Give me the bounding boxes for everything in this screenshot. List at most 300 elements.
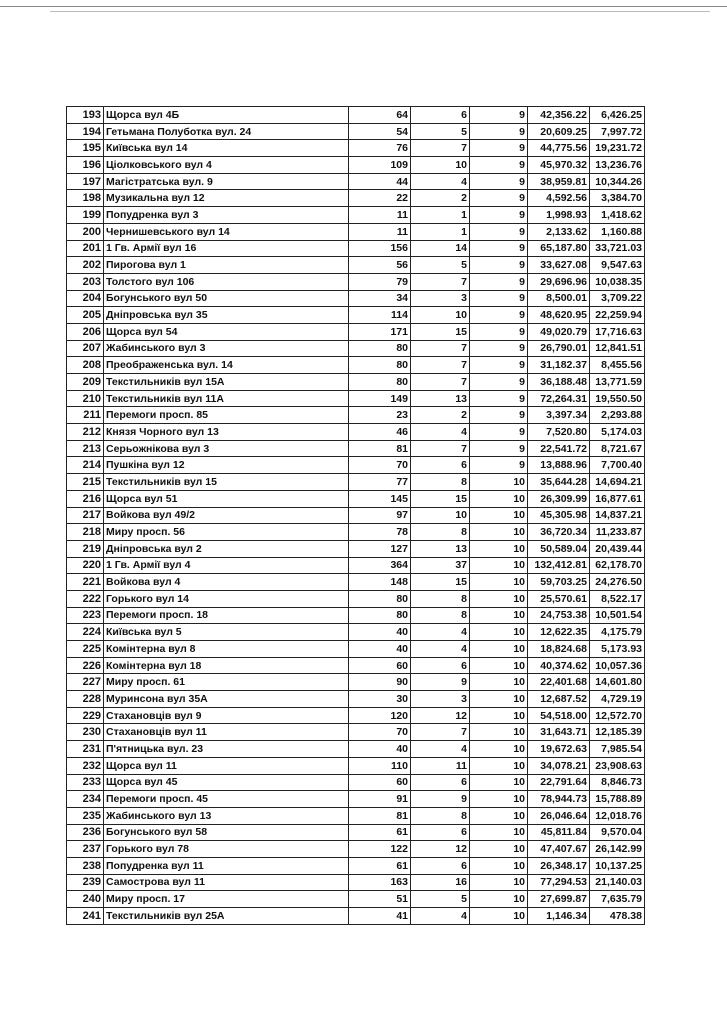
row-number-cell: 229 — [67, 707, 104, 724]
value-cell-2: 7 — [411, 340, 470, 357]
amount-cell-2: 7,985.54 — [590, 741, 645, 758]
row-number-cell: 202 — [67, 257, 104, 274]
value-cell-2: 4 — [411, 741, 470, 758]
row-number-cell: 221 — [67, 574, 104, 591]
table-row — [67, 507, 645, 524]
value-cell-1: 171 — [349, 323, 411, 340]
address-cell: 1 Гв. Армії вул 16 — [104, 240, 349, 257]
amount-cell-2: 13,236.76 — [590, 157, 645, 174]
value-cell-2: 6 — [411, 457, 470, 474]
table-row — [67, 374, 645, 391]
amount-cell-2: 5,173.93 — [590, 641, 645, 658]
value-cell-3: 10 — [470, 657, 528, 674]
value-cell-3: 9 — [470, 173, 528, 190]
address-cell: Серьожнікова вул 3 — [104, 440, 349, 457]
row-number-cell: 217 — [67, 507, 104, 524]
value-cell-1: 11 — [349, 223, 411, 240]
amount-cell-2: 21,140.03 — [590, 874, 645, 891]
value-cell-1: 78 — [349, 524, 411, 541]
value-cell-2: 4 — [411, 908, 470, 925]
buildings-table — [66, 106, 645, 925]
value-cell-2: 9 — [411, 791, 470, 808]
amount-cell-2: 8,455.56 — [590, 357, 645, 374]
value-cell-2: 11 — [411, 757, 470, 774]
row-number-cell: 225 — [67, 641, 104, 658]
amount-cell-1: 4,592.56 — [528, 190, 590, 207]
address-cell: Музикальна вул 12 — [104, 190, 349, 207]
address-cell: Попудренка вул 11 — [104, 857, 349, 874]
address-cell: Комінтерна вул 8 — [104, 641, 349, 658]
value-cell-3: 10 — [470, 724, 528, 741]
address-cell: Текстильників вул 25А — [104, 908, 349, 925]
row-number-cell: 230 — [67, 724, 104, 741]
row-number-cell: 235 — [67, 807, 104, 824]
table-row — [67, 390, 645, 407]
table-row — [67, 257, 645, 274]
amount-cell-1: 44,775.56 — [528, 140, 590, 157]
row-number-cell: 219 — [67, 540, 104, 557]
amount-cell-1: 45,970.32 — [528, 157, 590, 174]
value-cell-3: 10 — [470, 507, 528, 524]
row-number-cell: 222 — [67, 590, 104, 607]
value-cell-2: 16 — [411, 874, 470, 891]
value-cell-2: 7 — [411, 440, 470, 457]
value-cell-2: 15 — [411, 574, 470, 591]
row-number-cell: 234 — [67, 791, 104, 808]
value-cell-3: 10 — [470, 574, 528, 591]
address-cell: Жабинського вул 13 — [104, 807, 349, 824]
value-cell-1: 61 — [349, 824, 411, 841]
table-row — [67, 607, 645, 624]
value-cell-1: 80 — [349, 590, 411, 607]
amount-cell-2: 1,418.62 — [590, 207, 645, 224]
amount-cell-1: 3,397.34 — [528, 407, 590, 424]
table-row — [67, 841, 645, 858]
table-row — [67, 190, 645, 207]
amount-cell-2: 8,721.67 — [590, 440, 645, 457]
row-number-cell: 211 — [67, 407, 104, 424]
value-cell-1: 40 — [349, 741, 411, 758]
value-cell-3: 10 — [470, 841, 528, 858]
amount-cell-1: 25,570.61 — [528, 590, 590, 607]
amount-cell-1: 35,644.28 — [528, 474, 590, 491]
value-cell-3: 10 — [470, 557, 528, 574]
address-cell: Войкова вул 4 — [104, 574, 349, 591]
value-cell-1: 54 — [349, 123, 411, 140]
table-row — [67, 824, 645, 841]
row-number-cell: 193 — [67, 107, 104, 124]
row-number-cell: 218 — [67, 524, 104, 541]
amount-cell-1: 27,699.87 — [528, 891, 590, 908]
value-cell-3: 10 — [470, 908, 528, 925]
amount-cell-1: 132,412.81 — [528, 557, 590, 574]
value-cell-3: 9 — [470, 190, 528, 207]
address-cell: Преображенська вул. 14 — [104, 357, 349, 374]
amount-cell-1: 45,811.84 — [528, 824, 590, 841]
amount-cell-1: 40,374.62 — [528, 657, 590, 674]
amount-cell-1: 59,703.25 — [528, 574, 590, 591]
value-cell-2: 12 — [411, 707, 470, 724]
row-number-cell: 195 — [67, 140, 104, 157]
amount-cell-2: 16,877.61 — [590, 490, 645, 507]
value-cell-2: 4 — [411, 641, 470, 658]
address-cell: Жабинського вул 3 — [104, 340, 349, 357]
value-cell-1: 40 — [349, 624, 411, 641]
row-number-cell: 226 — [67, 657, 104, 674]
amount-cell-2: 3,709.22 — [590, 290, 645, 307]
amount-cell-1: 19,672.63 — [528, 741, 590, 758]
amount-cell-2: 19,550.50 — [590, 390, 645, 407]
address-cell: Богунського вул 50 — [104, 290, 349, 307]
value-cell-2: 3 — [411, 691, 470, 708]
address-cell: Пирогова вул 1 — [104, 257, 349, 274]
table-row — [67, 323, 645, 340]
value-cell-2: 12 — [411, 841, 470, 858]
value-cell-2: 6 — [411, 824, 470, 841]
amount-cell-1: 36,720.34 — [528, 524, 590, 541]
value-cell-3: 9 — [470, 307, 528, 324]
table-row — [67, 624, 645, 641]
amount-cell-2: 22,259.94 — [590, 307, 645, 324]
address-cell: Щорса вул 11 — [104, 757, 349, 774]
amount-cell-1: 12,687.52 — [528, 691, 590, 708]
value-cell-1: 122 — [349, 841, 411, 858]
amount-cell-1: 47,407.67 — [528, 841, 590, 858]
value-cell-3: 10 — [470, 490, 528, 507]
value-cell-1: 22 — [349, 190, 411, 207]
table-row — [67, 557, 645, 574]
value-cell-1: 60 — [349, 657, 411, 674]
amount-cell-1: 1,146.34 — [528, 908, 590, 925]
address-cell: Богунського вул 58 — [104, 824, 349, 841]
row-number-cell: 209 — [67, 374, 104, 391]
value-cell-3: 10 — [470, 741, 528, 758]
amount-cell-1: 31,182.37 — [528, 357, 590, 374]
value-cell-2: 7 — [411, 374, 470, 391]
address-cell: Перемоги просп. 45 — [104, 791, 349, 808]
amount-cell-2: 11,233.87 — [590, 524, 645, 541]
value-cell-1: 149 — [349, 390, 411, 407]
amount-cell-1: 34,078.21 — [528, 757, 590, 774]
value-cell-2: 1 — [411, 207, 470, 224]
address-cell: Муринсона вул 35А — [104, 691, 349, 708]
row-number-cell: 199 — [67, 207, 104, 224]
row-number-cell: 196 — [67, 157, 104, 174]
value-cell-1: 127 — [349, 540, 411, 557]
table-row — [67, 757, 645, 774]
value-cell-1: 70 — [349, 724, 411, 741]
address-cell: Комінтерна вул 18 — [104, 657, 349, 674]
table-row — [67, 807, 645, 824]
amount-cell-2: 19,231.72 — [590, 140, 645, 157]
value-cell-2: 7 — [411, 140, 470, 157]
amount-cell-2: 7,700.40 — [590, 457, 645, 474]
amount-cell-2: 3,384.70 — [590, 190, 645, 207]
amount-cell-1: 24,753.38 — [528, 607, 590, 624]
value-cell-3: 10 — [470, 707, 528, 724]
amount-cell-2: 1,160.88 — [590, 223, 645, 240]
row-number-cell: 231 — [67, 741, 104, 758]
row-number-cell: 223 — [67, 607, 104, 624]
amount-cell-2: 14,601.80 — [590, 674, 645, 691]
value-cell-2: 8 — [411, 524, 470, 541]
amount-cell-1: 48,620.95 — [528, 307, 590, 324]
amount-cell-2: 12,572.70 — [590, 707, 645, 724]
amount-cell-2: 478.38 — [590, 908, 645, 925]
address-cell: Гетьмана Полуботка вул. 24 — [104, 123, 349, 140]
value-cell-2: 4 — [411, 173, 470, 190]
value-cell-3: 9 — [470, 457, 528, 474]
row-number-cell: 201 — [67, 240, 104, 257]
value-cell-2: 4 — [411, 624, 470, 641]
amount-cell-1: 2,133.62 — [528, 223, 590, 240]
address-cell: Щорса вул 45 — [104, 774, 349, 791]
amount-cell-2: 5,174.03 — [590, 424, 645, 441]
row-number-cell: 239 — [67, 874, 104, 891]
table-row — [67, 908, 645, 925]
table-row — [67, 457, 645, 474]
row-number-cell: 215 — [67, 474, 104, 491]
row-number-cell: 197 — [67, 173, 104, 190]
value-cell-2: 15 — [411, 490, 470, 507]
scan-top-rule — [0, 6, 727, 7]
value-cell-2: 5 — [411, 123, 470, 140]
amount-cell-1: 26,046.64 — [528, 807, 590, 824]
table-body — [67, 107, 645, 925]
amount-cell-2: 17,716.63 — [590, 323, 645, 340]
table-row — [67, 357, 645, 374]
value-cell-1: 46 — [349, 424, 411, 441]
address-cell: Перемоги просп. 85 — [104, 407, 349, 424]
table-row — [67, 857, 645, 874]
value-cell-2: 7 — [411, 273, 470, 290]
amount-cell-1: 20,609.25 — [528, 123, 590, 140]
address-cell: Щорса вул 54 — [104, 323, 349, 340]
amount-cell-2: 14,694.21 — [590, 474, 645, 491]
amount-cell-2: 6,426.25 — [590, 107, 645, 124]
amount-cell-1: 8,500.01 — [528, 290, 590, 307]
amount-cell-2: 9,570.04 — [590, 824, 645, 841]
value-cell-2: 7 — [411, 357, 470, 374]
table-row — [67, 107, 645, 124]
amount-cell-2: 24,276.50 — [590, 574, 645, 591]
value-cell-1: 77 — [349, 474, 411, 491]
value-cell-1: 80 — [349, 374, 411, 391]
address-cell: Чернишевського вул 14 — [104, 223, 349, 240]
amount-cell-1: 1,998.93 — [528, 207, 590, 224]
table-row — [67, 123, 645, 140]
value-cell-3: 10 — [470, 524, 528, 541]
table-row — [67, 674, 645, 691]
row-number-cell: 206 — [67, 323, 104, 340]
value-cell-2: 6 — [411, 657, 470, 674]
row-number-cell: 241 — [67, 908, 104, 925]
value-cell-1: 148 — [349, 574, 411, 591]
address-cell: Князя Чорного вул 13 — [104, 424, 349, 441]
value-cell-3: 10 — [470, 857, 528, 874]
value-cell-1: 81 — [349, 807, 411, 824]
value-cell-1: 163 — [349, 874, 411, 891]
value-cell-1: 81 — [349, 440, 411, 457]
value-cell-2: 2 — [411, 190, 470, 207]
row-number-cell: 227 — [67, 674, 104, 691]
table-row — [67, 707, 645, 724]
row-number-cell: 220 — [67, 557, 104, 574]
row-number-cell: 207 — [67, 340, 104, 357]
amount-cell-1: 49,020.79 — [528, 323, 590, 340]
address-cell: Дніпровська вул 35 — [104, 307, 349, 324]
address-cell: Самострова вул 11 — [104, 874, 349, 891]
value-cell-1: 60 — [349, 774, 411, 791]
row-number-cell: 236 — [67, 824, 104, 841]
value-cell-1: 11 — [349, 207, 411, 224]
value-cell-1: 91 — [349, 791, 411, 808]
amount-cell-1: 22,401.68 — [528, 674, 590, 691]
row-number-cell: 233 — [67, 774, 104, 791]
value-cell-1: 90 — [349, 674, 411, 691]
table-row — [67, 424, 645, 441]
amount-cell-1: 26,790.01 — [528, 340, 590, 357]
table-row — [67, 524, 645, 541]
row-number-cell: 200 — [67, 223, 104, 240]
table-row — [67, 157, 645, 174]
value-cell-2: 8 — [411, 590, 470, 607]
value-cell-1: 41 — [349, 908, 411, 925]
value-cell-1: 34 — [349, 290, 411, 307]
table-row — [67, 540, 645, 557]
value-cell-3: 9 — [470, 440, 528, 457]
address-cell: Пушкіна вул 12 — [104, 457, 349, 474]
address-cell: Горького вул 78 — [104, 841, 349, 858]
value-cell-3: 10 — [470, 791, 528, 808]
value-cell-3: 9 — [470, 374, 528, 391]
amount-cell-1: 13,888.96 — [528, 457, 590, 474]
value-cell-3: 10 — [470, 757, 528, 774]
value-cell-3: 10 — [470, 824, 528, 841]
value-cell-2: 7 — [411, 724, 470, 741]
table-row — [67, 273, 645, 290]
value-cell-3: 9 — [470, 323, 528, 340]
amount-cell-1: 78,944.73 — [528, 791, 590, 808]
address-cell: П'ятницька вул. 23 — [104, 741, 349, 758]
value-cell-1: 44 — [349, 173, 411, 190]
amount-cell-2: 20,439.44 — [590, 540, 645, 557]
table-row — [67, 641, 645, 658]
row-number-cell: 237 — [67, 841, 104, 858]
row-number-cell: 238 — [67, 857, 104, 874]
value-cell-1: 40 — [349, 641, 411, 658]
table-row — [67, 574, 645, 591]
amount-cell-1: 65,187.80 — [528, 240, 590, 257]
value-cell-3: 9 — [470, 107, 528, 124]
address-cell: Магістратська вул. 9 — [104, 173, 349, 190]
value-cell-2: 14 — [411, 240, 470, 257]
value-cell-1: 23 — [349, 407, 411, 424]
address-cell: Миру просп. 56 — [104, 524, 349, 541]
amount-cell-1: 31,643.71 — [528, 724, 590, 741]
address-cell: Горького вул 14 — [104, 590, 349, 607]
row-number-cell: 224 — [67, 624, 104, 641]
amount-cell-2: 7,635.79 — [590, 891, 645, 908]
value-cell-2: 8 — [411, 607, 470, 624]
amount-cell-2: 8,522.17 — [590, 590, 645, 607]
value-cell-3: 10 — [470, 874, 528, 891]
table-row — [67, 691, 645, 708]
amount-cell-1: 38,959.81 — [528, 173, 590, 190]
value-cell-3: 9 — [470, 257, 528, 274]
value-cell-3: 10 — [470, 891, 528, 908]
amount-cell-2: 62,178.70 — [590, 557, 645, 574]
table-row — [67, 791, 645, 808]
row-number-cell: 198 — [67, 190, 104, 207]
value-cell-3: 10 — [470, 641, 528, 658]
row-number-cell: 212 — [67, 424, 104, 441]
table-row — [67, 440, 645, 457]
address-cell: Щорса вул 4Б — [104, 107, 349, 124]
value-cell-2: 6 — [411, 857, 470, 874]
value-cell-1: 120 — [349, 707, 411, 724]
value-cell-2: 37 — [411, 557, 470, 574]
value-cell-3: 10 — [470, 774, 528, 791]
table-row — [67, 590, 645, 607]
value-cell-1: 145 — [349, 490, 411, 507]
address-cell: Текстильників вул 15А — [104, 374, 349, 391]
address-cell: Київська вул 5 — [104, 624, 349, 641]
amount-cell-1: 12,622.35 — [528, 624, 590, 641]
value-cell-2: 3 — [411, 290, 470, 307]
table-row — [67, 724, 645, 741]
amount-cell-2: 14,837.21 — [590, 507, 645, 524]
value-cell-1: 70 — [349, 457, 411, 474]
address-cell: 1 Гв. Армії вул 4 — [104, 557, 349, 574]
row-number-cell: 214 — [67, 457, 104, 474]
table-row — [67, 307, 645, 324]
row-number-cell: 228 — [67, 691, 104, 708]
value-cell-1: 56 — [349, 257, 411, 274]
row-number-cell: 194 — [67, 123, 104, 140]
value-cell-2: 6 — [411, 107, 470, 124]
address-cell: Текстильників вул 15 — [104, 474, 349, 491]
amount-cell-1: 36,188.48 — [528, 374, 590, 391]
address-cell: Щорса вул 51 — [104, 490, 349, 507]
table-row — [67, 290, 645, 307]
value-cell-3: 9 — [470, 390, 528, 407]
value-cell-1: 61 — [349, 857, 411, 874]
value-cell-2: 5 — [411, 891, 470, 908]
value-cell-3: 9 — [470, 207, 528, 224]
address-cell: Перемоги просп. 18 — [104, 607, 349, 624]
scan-top-rule-faint — [50, 11, 710, 12]
row-number-cell: 203 — [67, 273, 104, 290]
value-cell-3: 9 — [470, 357, 528, 374]
amount-cell-1: 22,541.72 — [528, 440, 590, 457]
amount-cell-2: 10,057.36 — [590, 657, 645, 674]
row-number-cell: 204 — [67, 290, 104, 307]
value-cell-1: 80 — [349, 357, 411, 374]
value-cell-3: 10 — [470, 590, 528, 607]
value-cell-3: 9 — [470, 424, 528, 441]
table-row — [67, 240, 645, 257]
value-cell-1: 51 — [349, 891, 411, 908]
value-cell-2: 8 — [411, 474, 470, 491]
value-cell-2: 1 — [411, 223, 470, 240]
amount-cell-2: 12,841.51 — [590, 340, 645, 357]
value-cell-1: 76 — [349, 140, 411, 157]
value-cell-2: 15 — [411, 323, 470, 340]
value-cell-1: 364 — [349, 557, 411, 574]
amount-cell-2: 23,908.63 — [590, 757, 645, 774]
amount-cell-1: 33,627.08 — [528, 257, 590, 274]
